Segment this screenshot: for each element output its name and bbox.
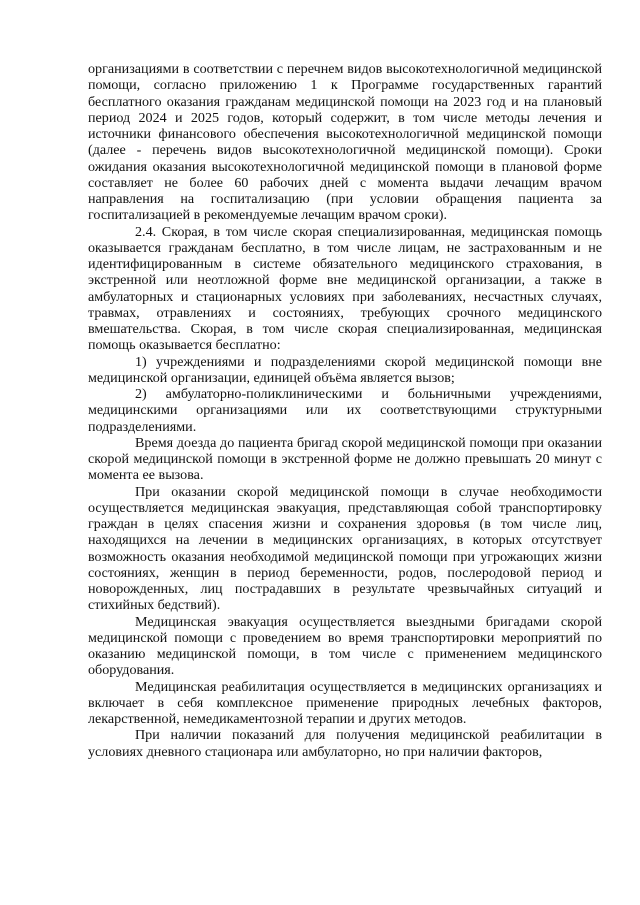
paragraph-2-4-emergency-care: 2.4. Скорая, в том числе скорая специализированная, медицинская помощь оказывается гражданам бесплатно, в том числе лицам, не застрахованным и не идентифицированным в системе обязательного медицинского страхования, в экстренной или неотложной форме вне медицинской организации, а также в амбулаторных и стационарных условиях при заболеваниях, несчастных случаях, травмах, отравлениях и состояниях, требующих срочного медицинского вмешательства. Скорая, в том числе скорая специализированная, медицинская помощь оказывается бесплатно: — [88, 223, 602, 354]
paragraph-arrival-time: Время доезда до пациента бригад скорой медицинской помощи при оказании скорой медицинской помощи в экстренной форме не должно превышать 20 минут с момента ее вызова. — [88, 434, 602, 484]
paragraph-medical-evacuation: При оказании скорой медицинской помощи в случае необходимости осуществляется медицинская эвакуация, представляющая собой транспортировку граждан в целях спасения жизни и сохранения здоровья (в том числе лиц, находящихся на лечении в медицинских организациях, в которых отсутствует возможность оказания необходимой медицинской помощи при угрожающих жизни состояниях, женщин в период беременности, родов, послеродовой период и новорожденных, лиц пострадавших в результате чрезвычайных ситуаций и стихийных бедствий). — [88, 483, 602, 614]
document-page — [88, 61, 602, 760]
list-item-2-outpatient-hospital: 2) амбулаторно-поликлиническими и больничными учреждениями, медицинскими организациями или их соответствующими структурными подразделениями. — [88, 386, 602, 435]
paragraph-evacuation-teams: Медицинская эвакуация осуществляется выездными бригадами скорой медицинской помощи с проведением во время транспортировки мероприятий по оказанию медицинской помощи, в том числе с применением медицинского оборудования. — [88, 613, 602, 679]
list-item-1-ambulance-units: 1) учреждениями и подразделениями скорой медицинской помощи вне медицинской организации, единицей объёма является вызов; — [88, 353, 602, 386]
paragraph-vmp-continuation: организациями в соответствии с перечнем видов высокотехнологичной медицинской помощи, согласно приложению 1 к Программе государственных гарантий бесплатного оказания гражданам медицинской помощи на 2023 год и на плановый период 2024 и 2025 годов, который содержит, в том числе методы лечения и источники финансового обеспечения высокотехнологичной медицинской помощи (далее - перечень видов высокотехнологичной медицинской помощи). Сроки ожидания оказания высокотехнологичной медицинской помощи в плановой форме составляет не более 60 рабочих дней с момента выдачи лечащим врачом направления на госпитализацию (при условии обращения пациента за госпитализацией в рекомендуемые лечащим врачом сроки). — [88, 61, 602, 224]
paragraph-medical-rehabilitation: Медицинская реабилитация осуществляется в медицинских организациях и включает в себя комплексное применение природных лечебных факторов, лекарственной, немедикаментозной терапии и других методов. — [88, 678, 602, 727]
paragraph-rehabilitation-indications: При наличии показаний для получения медицинской реабилитации в условиях дневного стационара или амбулаторно, но при наличии факторов, — [88, 727, 602, 760]
